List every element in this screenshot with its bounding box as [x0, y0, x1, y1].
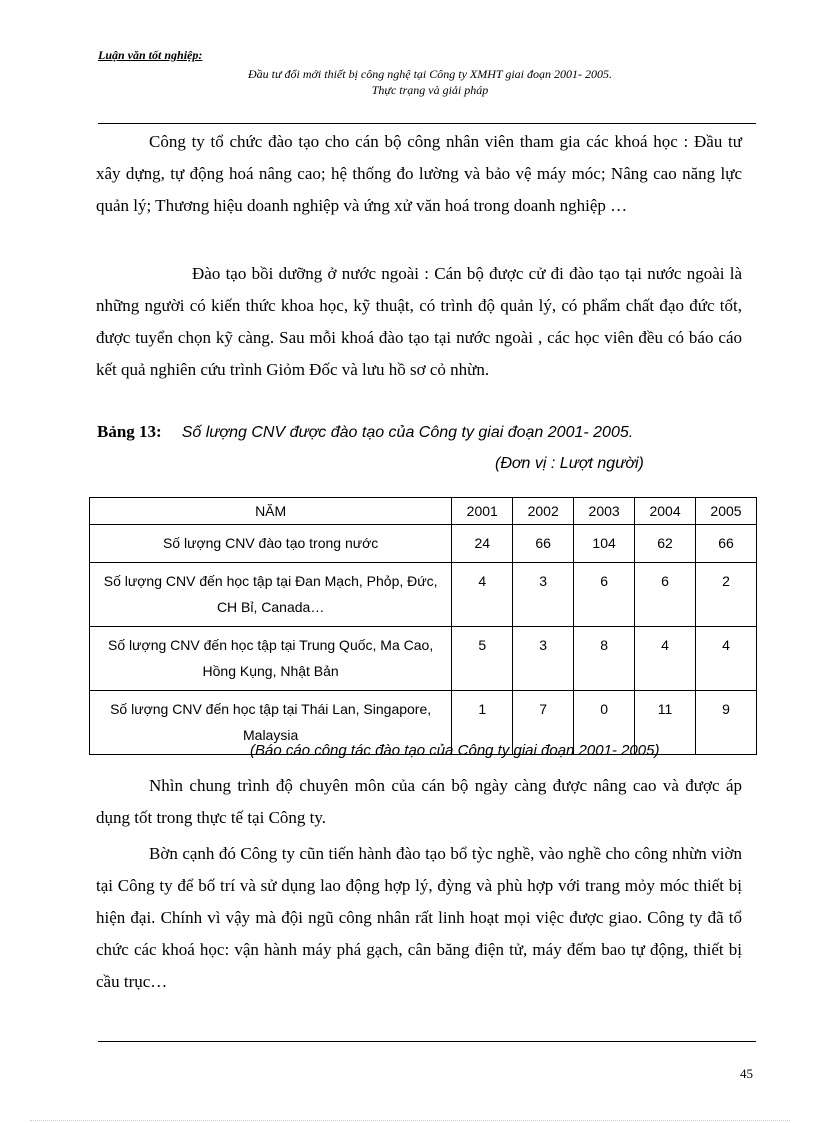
- header-subtitle-line1: Đầu tư đổi mới thiết bị công nghệ tại Công ty XMHT giai đoạn 2001- 2005.: [247, 67, 613, 81]
- header-title: Luận văn tốt nghiệp:: [98, 48, 203, 62]
- table-header-cell: NĂM: [90, 498, 452, 525]
- table-caption: [97, 422, 633, 442]
- table-label: Bảng 13:: [97, 422, 162, 441]
- table-cell: 4: [696, 627, 757, 691]
- row-label: Số lượng CNV đào tạo trong nước: [90, 525, 452, 563]
- table-cell: 11: [635, 691, 696, 755]
- table-cell: 5: [452, 627, 513, 691]
- table-cell: 4: [452, 563, 513, 627]
- page-number: 45: [740, 1066, 753, 1081]
- table-cell: 6: [574, 563, 635, 627]
- paragraph-training-courses: Công ty tổ chức đào tạo cho cán bộ công nhân viên tham gia các khoá học : Đầu tư xây dựng, tự động hoá nâng cao; hệ thống đo lường và bảo vệ máy móc; Nâng cao năng lực quản lý; Thương hiệu doanh nghiệp và ứng xử văn hoá trong doanh nghiệp …: [96, 132, 742, 215]
- table-cell: 62: [635, 525, 696, 563]
- table-header-row: [90, 498, 757, 525]
- table-cell: 0: [574, 691, 635, 755]
- table-cell: 1: [452, 691, 513, 755]
- row-label: Số lượng CNV đến học tập tại Đan Mạch, Phỏp, Đức, CH Bỉ, Canada…: [90, 563, 452, 627]
- table-unit: (Đơn vị : Lượt người): [495, 455, 644, 472]
- table-cell: 7: [513, 691, 574, 755]
- table-cell: 4: [635, 627, 696, 691]
- table-source: (Báo cáo công tác đào tạo của Công ty giai đoạn 2001- 2005): [250, 742, 660, 759]
- table-cell: 66: [696, 525, 757, 563]
- table-title: Số lượng CNV được đào tạo của Công ty giai đoạn 2001- 2005.: [181, 424, 634, 441]
- page-bottom-edge: [30, 1120, 790, 1121]
- paragraph-overall-level: Nhìn chung trình độ chuyên môn của cán bộ ngày càng được nâng cao và được áp dụng tốt trong thực tế tại Công ty.: [96, 776, 742, 827]
- table-header-cell: 2003: [574, 498, 635, 525]
- table-row: [90, 627, 757, 691]
- table-cell: 24: [452, 525, 513, 563]
- footer-divider: [98, 1041, 756, 1042]
- row-label: Số lượng CNV đến học tập tại Thái Lan, Singapore, Malaysia: [90, 691, 452, 755]
- table-cell: 3: [513, 627, 574, 691]
- row-label: Số lượng CNV đến học tập tại Trung Quốc, Ma Cao, Hồng Kụng, Nhật Bản: [90, 627, 452, 691]
- table-header-cell: 2005: [696, 498, 757, 525]
- table-cell: 6: [635, 563, 696, 627]
- table-cell: 66: [513, 525, 574, 563]
- paragraph-vocational-training: Bờn cạnh đó Công ty cũn tiến hành đào tạo bổ tỳc nghề, vào nghề cho công nhừn viờn tại Công ty để bố trí và sử dụng lao động hợp lý, đỳng và phù hợp với trang mỏy móc thiết bị hiện đại. Chính vì vậy mà đội ngũ công nhân rất linh hoạt mọi việc được giao. Công ty đã tổ chức các khoá học: vận hành máy phá gạch, cân băng điện tử, máy đếm bao tự động, thiết bị cầu trục…: [96, 844, 742, 991]
- table-cell: 2: [696, 563, 757, 627]
- table-cell: 104: [574, 525, 635, 563]
- header-divider: [98, 123, 756, 124]
- table-row: [90, 563, 757, 627]
- table-header-cell: 2001: [452, 498, 513, 525]
- table-header-cell: 2002: [513, 498, 574, 525]
- table-cell: 9: [696, 691, 757, 755]
- training-table: [89, 497, 757, 755]
- paragraph-overseas-training: Đào tạo bồi dưỡng ở nước ngoài : Cán bộ được cử đi đào tạo tại nước ngoài là những người có kiến thức khoa học, kỹ thuật, có trình độ quản lý, có phẩm chất đạo đức tốt, được tuyển chọn kỹ càng. Sau mỗi khoá đào tạo tại nước ngoài , các học viên đều có báo cáo kết quả nghiên cứu trình Giỏm Đốc và lưu hồ sơ cỏ nhừn.: [96, 264, 742, 379]
- table-header-cell: 2004: [635, 498, 696, 525]
- header-subtitle-line2: Thực trạng và giải pháp: [371, 83, 489, 97]
- table-cell: 8: [574, 627, 635, 691]
- table-cell: 3: [513, 563, 574, 627]
- table-row: [90, 525, 757, 563]
